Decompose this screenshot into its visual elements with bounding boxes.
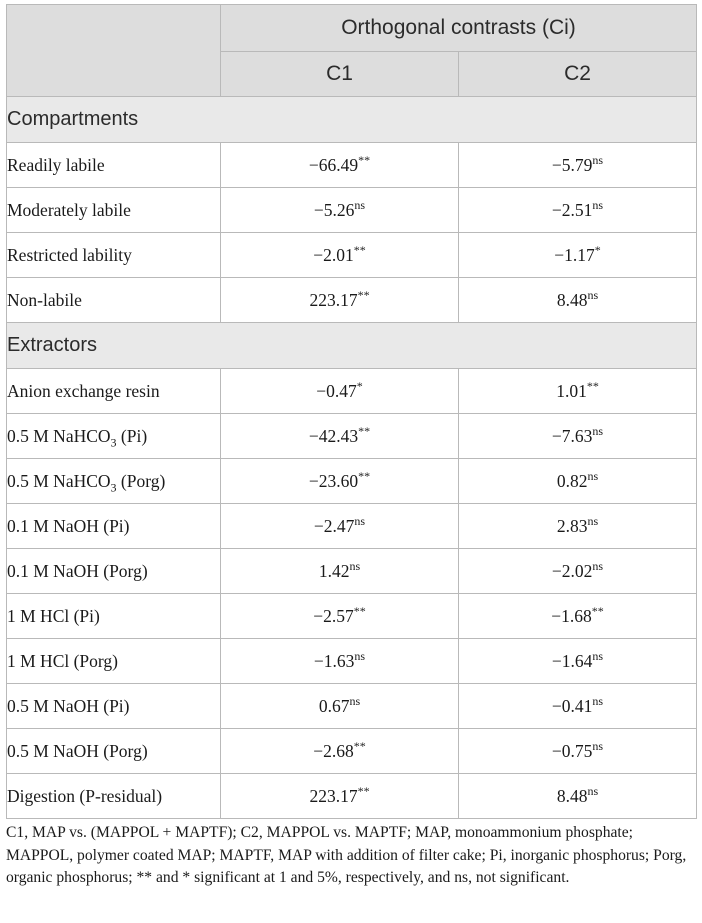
value-cell xyxy=(221,729,459,774)
contrast-value: −0.75 xyxy=(551,740,593,761)
section-title: Compartments xyxy=(7,97,697,143)
contrast-value: −2.47 xyxy=(313,515,355,536)
table-footnote: C1, MAP vs. (MAPPOL + MAPTF); C2, MAPPOL vs. MAPTF; MAP, monoammonium phosphate; MAPPOL, polymer coated MAP; MAPTF, MAP with addition of filter cake; Pi, inorganic phosphorus; Porg, organic phosphorus; ** and * significant at 1 and 5%, respectively, and ns, not significant. xyxy=(6,824,687,886)
significance-marker: ns xyxy=(592,693,604,708)
row-label-text: 0.5 M NaOH (Porg) xyxy=(7,740,148,761)
contrast-value: −2.57 xyxy=(313,605,354,626)
value-cell xyxy=(221,188,459,233)
contrast-value: −1.68 xyxy=(551,605,592,626)
contrast-value: −1.63 xyxy=(313,650,355,671)
value-cell xyxy=(459,459,697,504)
contrast-value: 1.01 xyxy=(556,380,587,401)
table-row xyxy=(7,369,697,414)
contrast-value: −1.64 xyxy=(551,650,593,671)
value-cell xyxy=(459,233,697,278)
significance-marker: * xyxy=(594,242,601,257)
significance-marker: ns xyxy=(354,648,366,663)
table-row xyxy=(7,459,697,504)
value-cell xyxy=(459,143,697,188)
contrast-value: 223.17 xyxy=(309,785,358,806)
significance-marker: ns xyxy=(349,693,361,708)
value-cell xyxy=(221,233,459,278)
value-cell xyxy=(221,774,459,819)
table-row xyxy=(7,684,697,729)
contrast-value: 8.48 xyxy=(556,785,588,806)
table-row xyxy=(7,639,697,684)
significance-marker: ns xyxy=(354,197,366,212)
contrast-value: −2.51 xyxy=(551,199,593,220)
value-cell xyxy=(221,684,459,729)
row-label-subscript: 3 xyxy=(110,480,117,494)
row-label-text: 0.5 M NaHCO xyxy=(7,425,111,446)
row-label xyxy=(7,504,221,549)
row-label xyxy=(7,233,221,278)
value-cell xyxy=(221,594,459,639)
table-row xyxy=(7,414,697,459)
significance-marker: ns xyxy=(587,287,599,302)
row-label xyxy=(7,729,221,774)
significance-marker: ns xyxy=(592,423,604,438)
significance-marker: ** xyxy=(358,152,371,167)
table-row xyxy=(7,549,697,594)
contrast-value: 223.17 xyxy=(309,289,358,310)
contrast-value: 2.83 xyxy=(556,515,588,536)
table-row xyxy=(7,504,697,549)
significance-marker: ns xyxy=(354,513,366,528)
value-cell xyxy=(221,549,459,594)
row-label-tail: (Porg) xyxy=(116,470,166,491)
table-row xyxy=(7,774,697,819)
row-label-text: 0.5 M NaOH (Pi) xyxy=(7,695,130,716)
row-label xyxy=(7,414,221,459)
value-cell xyxy=(459,594,697,639)
row-label-text: 1 M HCl (Porg) xyxy=(7,650,119,671)
significance-marker: ns xyxy=(592,197,604,212)
table-row xyxy=(7,594,697,639)
row-label-subscript: 3 xyxy=(110,435,117,449)
table-row xyxy=(7,233,697,278)
significance-marker: ns xyxy=(587,783,599,798)
value-cell xyxy=(221,504,459,549)
significance-marker: ns xyxy=(349,558,361,573)
row-label xyxy=(7,639,221,684)
significance-marker: ** xyxy=(358,468,371,483)
row-label-text: Non-labile xyxy=(7,289,82,310)
contrast-value: −2.02 xyxy=(551,560,593,581)
row-label-text: 1 M HCl (Pi) xyxy=(7,605,100,626)
significance-marker: ns xyxy=(592,152,604,167)
contrast-value: −1.17 xyxy=(554,244,595,265)
significance-marker: ns xyxy=(587,513,599,528)
row-label-text: Restricted lability xyxy=(7,244,132,265)
significance-marker: ** xyxy=(353,738,366,753)
contrast-value: −2.68 xyxy=(313,740,354,761)
table-body xyxy=(7,97,697,819)
contrast-value: −0.47 xyxy=(316,380,357,401)
value-cell xyxy=(221,639,459,684)
table-row xyxy=(7,188,697,233)
contrast-value: −2.01 xyxy=(313,244,354,265)
row-label-text: 0.5 M NaHCO xyxy=(7,470,111,491)
section-header-compartments xyxy=(7,97,697,143)
row-label xyxy=(7,143,221,188)
value-cell xyxy=(221,143,459,188)
value-cell xyxy=(221,369,459,414)
significance-marker: ns xyxy=(592,738,604,753)
value-cell xyxy=(459,729,697,774)
row-label-text: Moderately labile xyxy=(7,199,131,220)
value-cell xyxy=(221,414,459,459)
value-cell xyxy=(459,774,697,819)
significance-marker: ns xyxy=(592,558,604,573)
table-row xyxy=(7,729,697,774)
value-cell xyxy=(221,459,459,504)
contrast-value: −42.43 xyxy=(308,425,359,446)
row-label-tail: (Pi) xyxy=(116,425,148,446)
contrasts-table xyxy=(6,4,697,819)
contrast-value: −5.79 xyxy=(551,154,593,175)
row-label xyxy=(7,459,221,504)
value-cell xyxy=(221,278,459,323)
row-label xyxy=(7,278,221,323)
significance-marker: ** xyxy=(586,378,599,393)
header-group-label: Orthogonal contrasts (Ci) xyxy=(221,5,697,52)
row-label-text: 0.1 M NaOH (Pi) xyxy=(7,515,130,536)
significance-marker: ** xyxy=(591,603,604,618)
value-cell xyxy=(459,278,697,323)
contrast-value: −23.60 xyxy=(308,470,359,491)
significance-marker: ** xyxy=(353,603,366,618)
value-cell xyxy=(459,639,697,684)
row-label xyxy=(7,774,221,819)
row-label xyxy=(7,549,221,594)
significance-marker: ** xyxy=(357,783,370,798)
value-cell xyxy=(459,414,697,459)
significance-marker: ** xyxy=(358,423,371,438)
significance-marker: * xyxy=(356,378,363,393)
row-label xyxy=(7,188,221,233)
row-label-text: 0.1 M NaOH (Porg) xyxy=(7,560,148,581)
contrast-value: −5.26 xyxy=(313,199,355,220)
contrast-value: 0.82 xyxy=(556,470,588,491)
contrast-value: −0.41 xyxy=(551,695,593,716)
section-header-extractors xyxy=(7,323,697,369)
contrast-value: 8.48 xyxy=(556,289,588,310)
contrast-value: 1.42 xyxy=(318,560,350,581)
row-label xyxy=(7,594,221,639)
section-title: Extractors xyxy=(7,323,697,369)
header-c2: C2 xyxy=(459,52,697,97)
value-cell xyxy=(459,549,697,594)
significance-marker: ** xyxy=(357,287,370,302)
contrast-value: −66.49 xyxy=(308,154,359,175)
row-label-text: Readily labile xyxy=(7,154,105,175)
value-cell xyxy=(459,369,697,414)
row-label xyxy=(7,684,221,729)
value-cell xyxy=(459,684,697,729)
value-cell xyxy=(459,188,697,233)
table-row xyxy=(7,143,697,188)
significance-marker: ns xyxy=(587,468,599,483)
row-label xyxy=(7,369,221,414)
significance-marker: ** xyxy=(353,242,366,257)
table-row xyxy=(7,278,697,323)
significance-marker: ns xyxy=(592,648,604,663)
row-label-text: Anion exchange resin xyxy=(7,380,160,401)
contrast-value: −7.63 xyxy=(551,425,593,446)
contrast-value: 0.67 xyxy=(318,695,350,716)
header-c1: C1 xyxy=(221,52,459,97)
row-label-text: Digestion (P-residual) xyxy=(7,785,163,806)
header-corner xyxy=(7,5,221,97)
value-cell xyxy=(459,504,697,549)
